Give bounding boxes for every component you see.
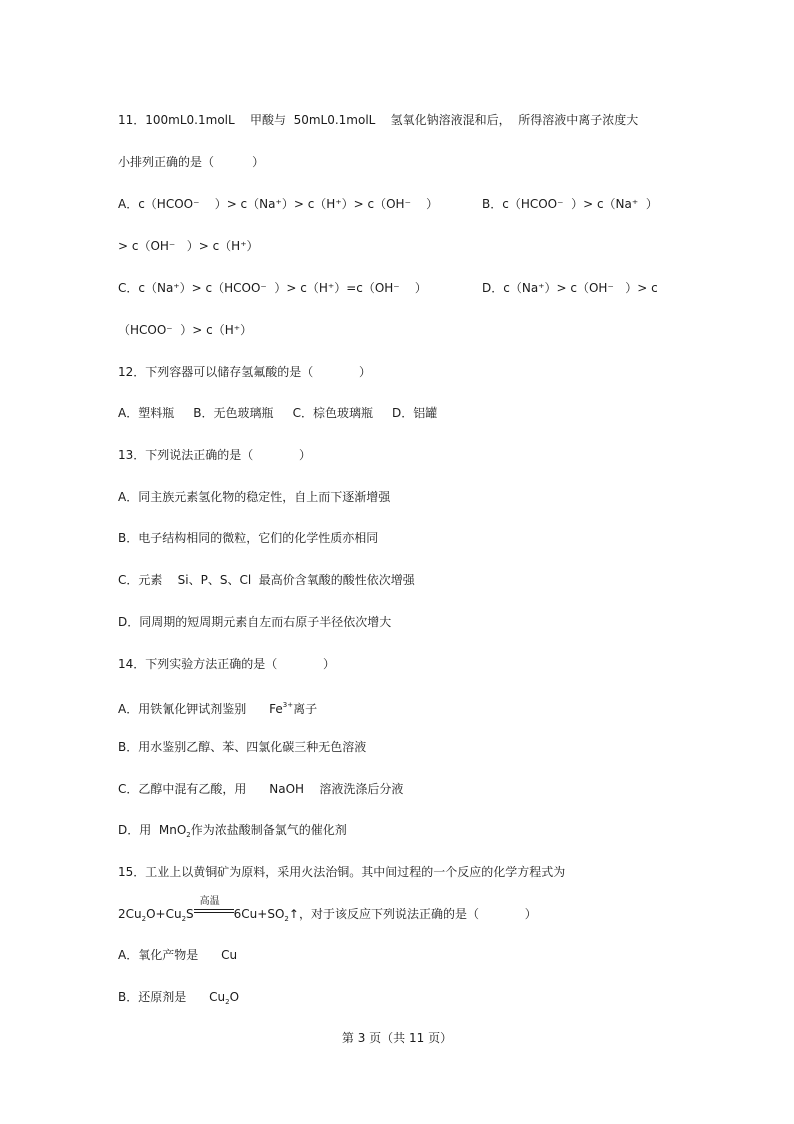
- q14-option-d-text: D．用 MnO: [118, 823, 187, 837]
- q15-option-b-text: B．还原剂是 Cu: [118, 990, 226, 1004]
- q14-option-d-suffix: 作为浓盐酸制备氯气的催化剂: [190, 823, 347, 837]
- q11-option-a: A．c（HCOO⁻ ）> c（Na⁺）> c（H⁺）> c（OH⁻ ）: [118, 197, 439, 211]
- q11-option-b-line2: > c（OH⁻ ）> c（H⁺）: [118, 239, 259, 253]
- reaction-condition: 高温: [199, 896, 220, 907]
- q15-eq-sub3: 2: [284, 915, 289, 923]
- q11-stem-line1: 11．100mL0.1molL 甲酸与 50mL0.1molL 氢氧化钠溶液混和后， 所得溶液中离子浓度大: [118, 113, 639, 127]
- q15-eq-part3: S: [186, 907, 194, 921]
- equals-bar-top: [194, 909, 234, 910]
- q15-eq-sub2: 2: [181, 915, 187, 923]
- equals-bar-bottom: [194, 912, 234, 913]
- q15-eq-part2: O+Cu: [146, 907, 182, 921]
- q14-option-a-charge: 3+: [282, 701, 294, 709]
- q15-stem: 15．工业上以黄铜矿为原料，采用火法治铜。其中间过程的一个反应的化学方程式为: [118, 865, 566, 879]
- reaction-condition-sign: [194, 896, 234, 922]
- q14-option-a-text: A．用铁氰化钾试剂鉴别 Fe: [118, 702, 283, 716]
- q12-stem: 12．下列容器可以储存氢氟酸的是（ ）: [118, 365, 372, 379]
- q13-option-a: A．同主族元素氢化物的稳定性，自上而下逐渐增强: [118, 490, 391, 504]
- q15-eq-sub1: 2: [141, 915, 147, 923]
- q13-option-d: D．同周期的短周期元素自左而右原子半径依次增大: [118, 615, 392, 629]
- q11-option-c: C．c（Na⁺）> c（HCOO⁻ ）> c（H⁺）=c（OH⁻ ）: [118, 281, 427, 295]
- q15-equation-line: [118, 896, 537, 927]
- page-footer: 第 3 页（共 11 页）: [341, 1031, 453, 1045]
- q15-eq-part1: 2Cu: [118, 907, 142, 921]
- q15-eq-part4: 6Cu+SO: [233, 907, 285, 921]
- q11-option-d-line2: （HCOO⁻ ）> c（H⁺）: [118, 323, 253, 337]
- q14-option-b: B．用水鉴别乙醇、苯、四氯化碳三种无色溶液: [118, 740, 367, 754]
- q13-stem: 13．下列说法正确的是（ ）: [118, 448, 312, 462]
- q15-option-b-suffix: O: [229, 990, 240, 1004]
- q14-option-c: C．乙醇中混有乙酸，用 NaOH 溶液洗涤后分液: [118, 782, 404, 796]
- q11-stem-line2: 小排列正确的是（ ）: [118, 155, 265, 169]
- q15-option-a: A．氧化产物是 Cu: [118, 948, 238, 962]
- q15-option-b-subscript: 2: [225, 998, 230, 1006]
- q15-option-b: [118, 989, 239, 1010]
- q11-option-b-line1: B．c（HCOO⁻ ）> c（Na⁺ ）: [482, 197, 658, 211]
- q11-option-d-line1: D．c（Na⁺）> c（OH⁻ ）> c: [482, 281, 658, 295]
- q14-stem: 14．下列实验方法正确的是（ ）: [118, 657, 336, 671]
- q13-option-b: B．电子结构相同的微粒，它们的化学性质亦相同: [118, 531, 379, 545]
- q14-option-d: [118, 822, 347, 843]
- q13-option-c: C．元素 Si、P、S、Cl 最高价含氧酸的酸性依次增强: [118, 573, 415, 587]
- q14-option-a-suffix: 离子: [293, 702, 318, 716]
- q14-option-a: [118, 697, 317, 717]
- q15-eq-part5: ↑，对于该反应下列说法正确的是（ ）: [288, 907, 537, 921]
- q14-option-d-subscript: 2: [186, 831, 191, 839]
- q12-options: A．塑料瓶 B．无色玻璃瓶 C．棕色玻璃瓶 D．铝罐: [118, 406, 438, 420]
